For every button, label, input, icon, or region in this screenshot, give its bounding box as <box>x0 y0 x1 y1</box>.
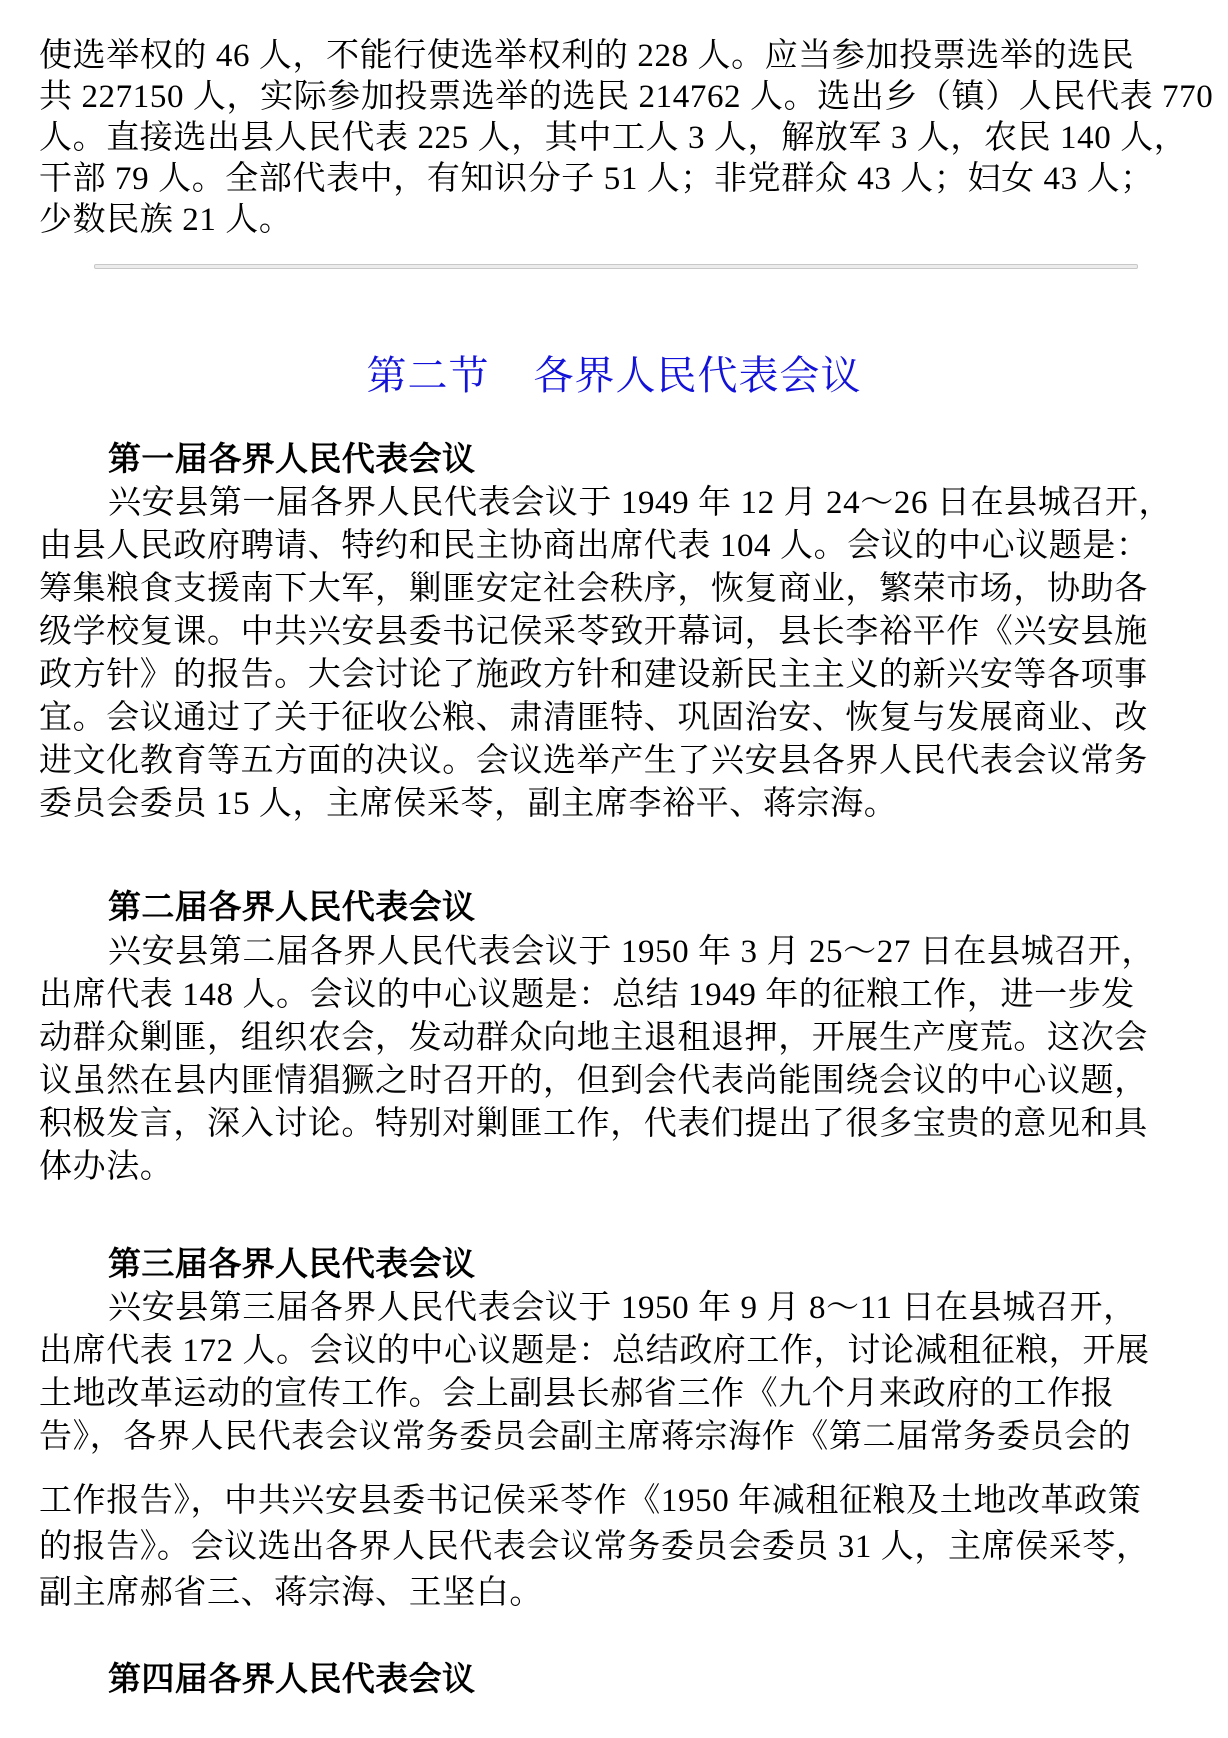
subsection-heading: 第四届各界人民代表会议 <box>108 1662 476 1698</box>
horizontal-divider <box>94 264 1138 269</box>
text-line: 政方针》的报告。大会讨论了施政方针和建设新民主主义的新兴安等各项事 <box>39 657 1148 693</box>
text-line: 干部 79 人。全部代表中，有知识分子 51 人；非党群众 43 人；妇女 43 人； <box>39 161 1154 197</box>
text-line: 兴安县第一届各界人民代表会议于 1949 年 12 月 24～26 日在县城召开， <box>108 485 1173 521</box>
text-line: 的报告》。会议选出各界人民代表会议常务委员会委员 31 人，主席侯采苓， <box>39 1529 1150 1565</box>
text-line: 人。直接选出县人民代表 225 人，其中工人 3 人，解放军 3 人，农民 140 人， <box>39 120 1188 156</box>
text-line: 议虽然在县内匪情猖獗之时召开的，但到会代表尚能围绕会议的中心议题， <box>39 1063 1148 1099</box>
text-line: 土地改革运动的宣传工作。会上副县长郝省三作《九个月来政府的工作报 <box>39 1376 1115 1412</box>
text-line: 兴安县第三届各界人民代表会议于 1950 年 9 月 8～11 日在县城召开， <box>108 1290 1137 1326</box>
text-line: 副主席郝省三、蒋宗海、王坚白。 <box>39 1575 543 1611</box>
text-line: 出席代表 148 人。会议的中心议题是：总结 1949 年的征粮工作，进一步发 <box>39 977 1135 1013</box>
section-number: 第二节 <box>366 353 490 398</box>
subsection-heading: 第三届各界人民代表会议 <box>108 1247 476 1283</box>
subsection-heading: 第二届各界人民代表会议 <box>108 890 476 926</box>
text-line: 动群众剿匪，组织农会，发动群众向地主退租退押，开展生产度荒。这次会 <box>39 1020 1148 1056</box>
text-line: 兴安县第二届各界人民代表会议于 1950 年 3 月 25～27 日在县城召开， <box>108 934 1155 970</box>
text-line: 进文化教育等五方面的决议。会议选举产生了兴安县各界人民代表会议常务 <box>39 743 1148 779</box>
text-line: 告》，各界人民代表会议常务委员会副主席蒋宗海作《第二届常务委员会的 <box>39 1419 1132 1455</box>
text-line: 由县人民政府聘请、特约和民主协商出席代表 104 人。会议的中心议题是： <box>39 528 1150 564</box>
text-line: 工作报告》，中共兴安县委书记侯采苓作《1950 年减租征粮及土地改革政策 <box>39 1483 1142 1519</box>
text-line: 共 227150 人，实际参加投票选举的选民 214762 人。选出乡（镇）人民代表 770 <box>39 79 1214 115</box>
section-title <box>0 352 1228 400</box>
text-line: 筹集粮食支援南下大军，剿匪安定社会秩序，恢复商业，繁荣市场，协助各 <box>39 571 1148 607</box>
text-line: 积极发言，深入讨论。特别对剿匪工作，代表们提出了很多宝贵的意见和具 <box>39 1106 1148 1142</box>
text-line: 委员会委员 15 人，主席侯采苓，副主席李裕平、蒋宗海。 <box>39 786 898 822</box>
text-line: 少数民族 21 人。 <box>39 202 293 238</box>
text-line: 体办法。 <box>39 1149 174 1185</box>
text-line: 宜。会议通过了关于征收公粮、肃清匪特、巩固治安、恢复与发展商业、改 <box>39 700 1148 736</box>
text-line: 级学校复课。中共兴安县委书记侯采苓致开幕词，县长李裕平作《兴安县施 <box>39 614 1148 650</box>
subsection-heading: 第一届各界人民代表会议 <box>108 442 476 478</box>
section-title-text: 各界人民代表会议 <box>533 353 862 398</box>
text-line: 使选举权的 46 人，不能行使选举权利的 228 人。应当参加投票选举的选民 <box>39 38 1135 74</box>
text-line: 出席代表 172 人。会议的中心议题是：总结政府工作，讨论减租征粮，开展 <box>39 1333 1150 1369</box>
